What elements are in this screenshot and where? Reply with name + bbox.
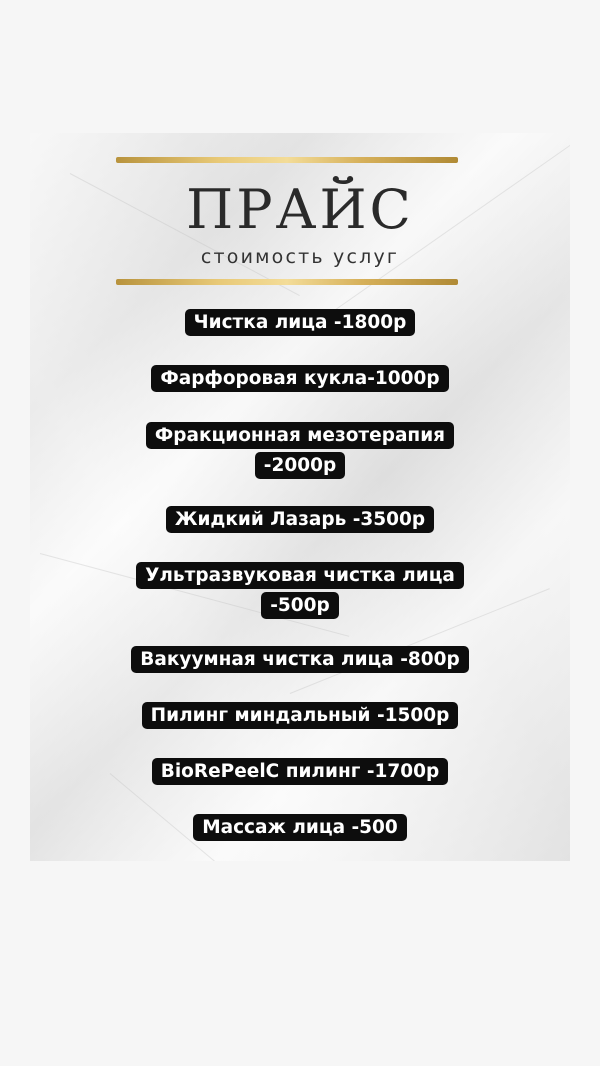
price-item-facial-cleansing: [30, 308, 570, 338]
price-label: BioRePeelC пилинг -1700р: [152, 758, 449, 785]
price-label: Ультразвуковая чистка лица -500р: [136, 562, 464, 619]
price-item-facial-massage: [30, 813, 570, 843]
price-item-fractional-mesotherapy: [135, 421, 465, 481]
price-label: Жидкий Лазарь -3500р: [166, 506, 434, 533]
page-subtitle: стоимость услуг: [200, 246, 400, 268]
price-label: Чистка лица -1800р: [185, 309, 416, 336]
price-label: Фарфоровая кукла-1000р: [151, 365, 448, 392]
price-item-almond-peeling: [30, 701, 570, 731]
price-item-biorepeel-peeling: [30, 757, 570, 787]
price-label: Вакуумная чистка лица -800р: [131, 646, 469, 673]
price-list-card: [30, 133, 570, 861]
price-label: Пилинг миндальный -1500р: [142, 702, 459, 729]
price-item-liquid-lazarus: [30, 505, 570, 535]
price-item-ultrasonic-cleansing: [130, 561, 470, 621]
price-item-vacuum-cleansing: [30, 645, 570, 675]
price-item-porcelain-doll: [30, 364, 570, 394]
page-title: ПРАЙС: [186, 178, 414, 241]
price-list: [30, 133, 570, 861]
price-label: Массаж лица -500: [193, 814, 407, 841]
price-label: Фракционная мезотерапия -2000р: [146, 422, 454, 479]
